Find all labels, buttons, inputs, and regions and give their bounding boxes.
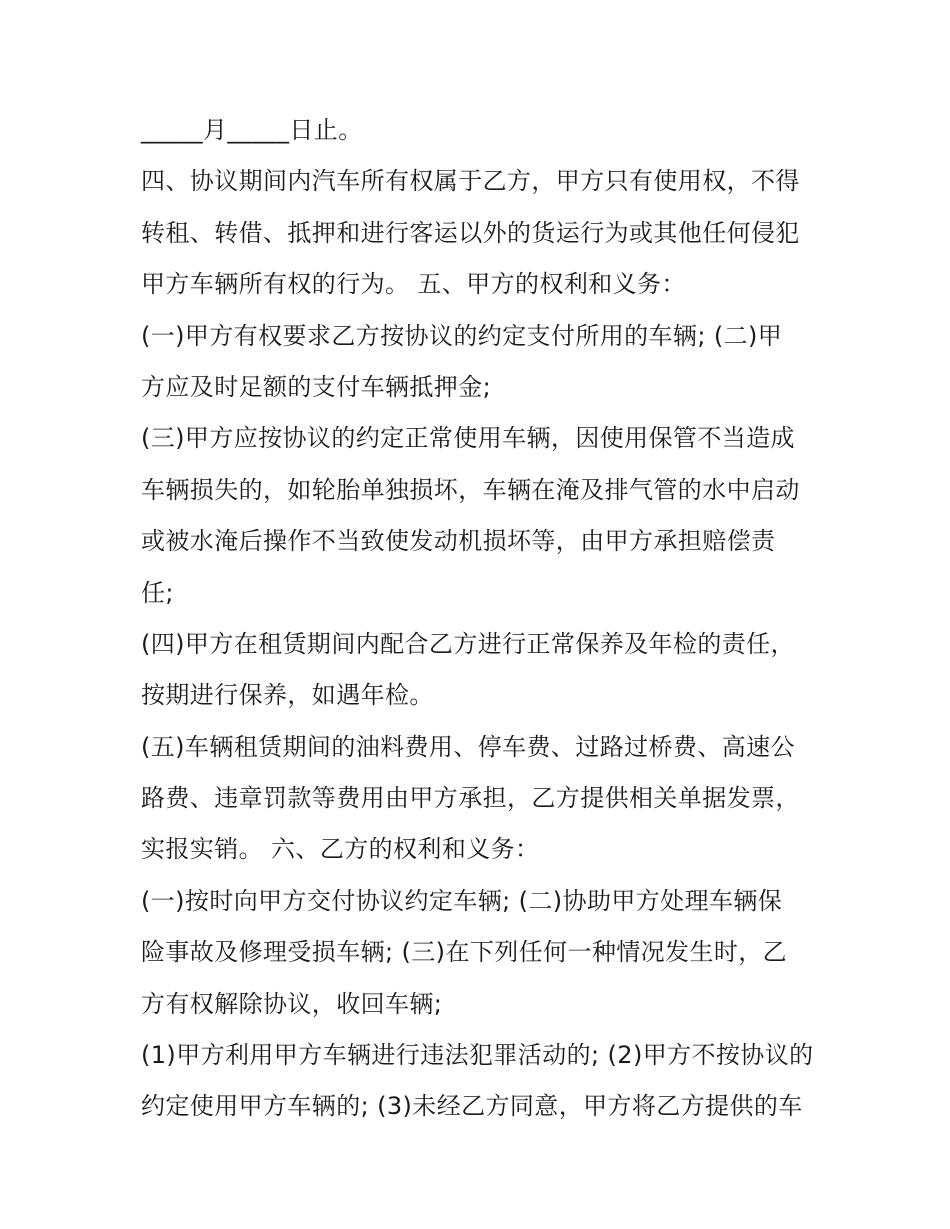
text-line: (1)甲方利用甲方车辆进行违法犯罪活动的; (2)甲方不按协议的 bbox=[141, 1041, 814, 1070]
text-line: 车辆损失的，如轮胎单独损坏，车辆在淹及排气管的水中启动 bbox=[141, 475, 800, 504]
text-line: 方有权解除协议，收回车辆; bbox=[141, 989, 443, 1018]
text-line: (三)甲方应按协议的约定正常使用车辆，因使用保管不当造成 bbox=[141, 424, 795, 453]
text-line: _____月_____日止。 bbox=[141, 116, 363, 144]
text-line: 约定使用甲方车辆的; (3)未经乙方同意，甲方将乙方提供的车 bbox=[141, 1092, 803, 1121]
text-line: 实报实销。 六、乙方的权利和义务： bbox=[141, 835, 540, 864]
text-line: 四、协议期间内汽车所有权属于乙方，甲方只有使用权，不得 bbox=[141, 167, 800, 196]
text-line: 或被水淹后操作不当致使发动机损坏等，由甲方承担赔偿责 bbox=[141, 527, 776, 556]
text-line: 按期进行保养，如遇年检。 bbox=[141, 681, 434, 710]
text-line: 险事故及修理受损车辆; (三)在下列任何一种情况发生时，乙 bbox=[141, 938, 788, 967]
text-line: (一)按时向甲方交付协议约定车辆; (二)协助甲方处理车辆保 bbox=[141, 886, 783, 915]
text-line: (一)甲方有权要求乙方按协议的约定支付所用的车辆; (二)甲 bbox=[141, 321, 783, 350]
text-line: 路费、违章罚款等费用由甲方承担，乙方提供相关单据发票， bbox=[141, 784, 800, 813]
text-line: 转租、转借、抵押和进行客运以外的货运行为或其他任何侵犯 bbox=[141, 218, 800, 247]
text-line: 方应及时足额的支付车辆抵押金; bbox=[141, 372, 492, 401]
text-line: (四)甲方在租赁期间内配合乙方进行正常保养及年检的责任， bbox=[141, 629, 795, 658]
text-line: (五)车辆租赁期间的油料费用、停车费、过路过桥费、高速公 bbox=[141, 732, 795, 761]
text-line: 甲方车辆所有权的行为。 五、甲方的权利和义务： bbox=[141, 270, 686, 299]
document-body bbox=[141, 108, 821, 1136]
text-line: 任; bbox=[141, 578, 174, 607]
